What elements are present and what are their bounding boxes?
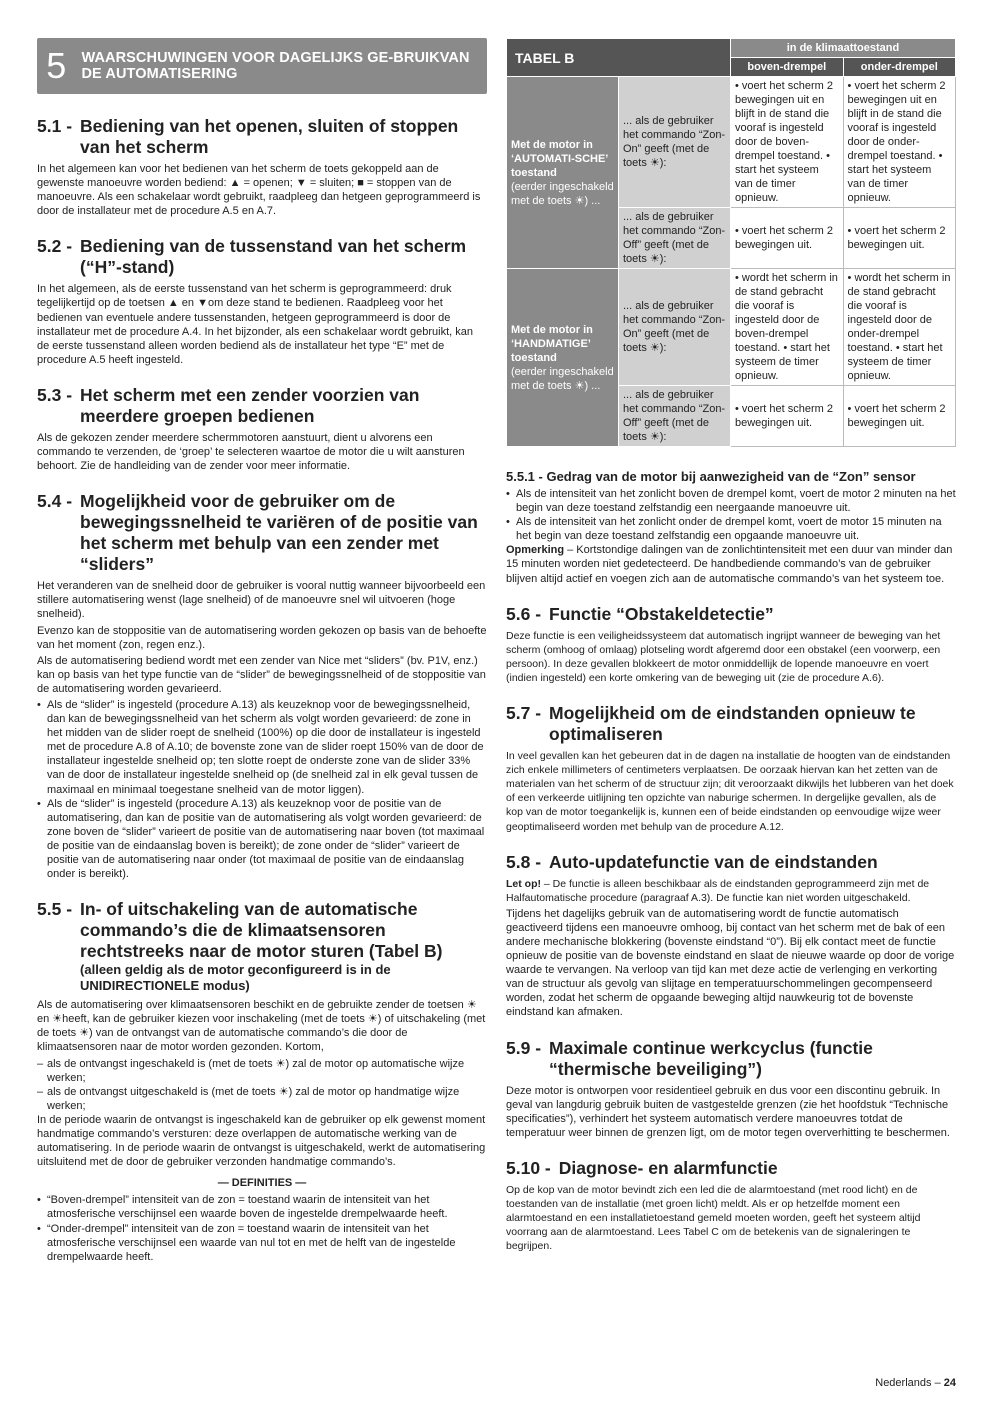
section-title: Bediening van het openen, sluiten of stoppen van het scherm — [80, 116, 459, 157]
list-item: • Als de “slider” is ingesteld (procedure A.13) als keuzeknop voor de bewegingssnelheid, dan kan de bewegingssnelheid van het scherm als volgt worden gevarieerd: de zone in het midden van de slider roept de snelheid (100%) op die door de installateur is ingesteld met de procedure A.8 of A.10; de bovenste zone van de slider roept 150% van de door de installateur ingestelde snelheid op; ten slotte roept de onderste zone van de slider 33% van de door de installateur ingestelde snelheid op (de snelheid zal in elk geval tussen de maximaal en minimaal toegestane snelheid van de motor liggen). — [37, 698, 487, 797]
section-5-10-heading — [506, 1158, 956, 1179]
table-row — [507, 77, 956, 208]
definitions-list — [37, 1193, 487, 1263]
section-number: 5.1 - — [37, 116, 73, 136]
row-subheader: (eerder ingeschakeld met de toets ☀) ... — [511, 365, 614, 392]
section-5-6-text: Deze functie is een veiligheidssysteem dat automatisch ingrijpt wanneer de beweging van het scherm (omhoog of omlaag) plotseling wordt afgeremd door een obstakel (een voorwerp, een persoon). In deze gevallen blokkeert de motor onmiddellijk de lopende manoeuvre en voert (indien ingesteld) een korte omkering van de beweging uit (zie de procedure A.6). — [506, 629, 941, 684]
section-5-5-dash-list — [37, 1057, 487, 1113]
section-5-5-1-note — [506, 543, 956, 585]
condition-cell: ... als de gebruiker het commando “Zon-Off” geeft (met de toets ☀): — [619, 386, 731, 447]
definition-item: • “Onder-drempel” intensiteit van de zon = toestand waarin de intensiteit van het atmosferische verschijnsel een waarde van nul tot en met de helft van de ingestelde drempelwaarde heeft. — [37, 1222, 487, 1264]
section-5-8-heading — [506, 852, 956, 873]
section-5-9-heading — [506, 1038, 956, 1080]
table-title: TABEL B — [507, 39, 731, 77]
row-header: Met de motor in ‘AUTOMATI-SCHE’ toestand — [511, 138, 608, 179]
section-5-4-text-2: Evenzo kan de stoppositie van de automatisering worden gekozen op basis van de behoefte van het moment (zon, regen enz.). — [37, 624, 487, 651]
column-header: onder-drempel — [843, 58, 955, 77]
section-5-1-text: In het algemeen kan voor het bedienen van het scherm de toets gekoppeld aan de gewenste manoeuvre worden bediend: ▲ = openen; ▼ = sluiten; ■ = stoppen van de manoeuvre. Als een schakelaar wordt gebruikt, raadpleeg dan hetgeen geprogrammeerd is door de installateur met de procedure A.5 en A.7. — [37, 163, 481, 218]
section-5-5-1-heading: 5.5.1 - Gedrag van de motor bij aanwezigheid van de “Zon” sensor — [506, 469, 916, 484]
right-column — [506, 38, 956, 1255]
table-cell: • voert het scherm 2 bewegingen uit. — [843, 386, 955, 447]
section-5-1-heading — [37, 116, 487, 158]
section-5-4-heading — [37, 491, 487, 575]
section-5-4-text-3: Als de automatisering bediend wordt met een zender van Nice met “sliders” (bv. P1V, enz.) kan op basis van het type functie van de “slider” de bewegingssnelheid of de stoppositie van de automatisering worden gevarieerd. — [37, 654, 486, 695]
section-5-8-note — [506, 877, 956, 905]
condition-cell: ... als de gebruiker het commando “Zon-On” geeft (met de toets ☀): — [619, 269, 731, 386]
column-header: boven-drempel — [731, 58, 844, 77]
section-5-5-heading — [37, 899, 487, 994]
section-5-2-heading — [37, 236, 487, 278]
page-footer — [875, 1377, 956, 1389]
section-title: Mogelijkheid om de eindstanden opnieuw te optimaliseren — [549, 703, 916, 745]
chapter-title: WAARSCHUWINGEN VOOR DAGELIJKS GE-BRUIKVAN DE AUTOMATISERING — [81, 50, 470, 82]
section-title: Auto-updatefunctie van de eindstanden — [549, 851, 878, 872]
table-cell: • wordt het scherm in de stand gebracht die vooraf is ingesteld door de boven-drempel toestand. • start het systeem de timer opnieuw. — [731, 269, 844, 386]
row-header: Met de motor in ‘HANDMATIGE’ toestand — [511, 323, 593, 364]
section-5-7-heading — [506, 703, 956, 745]
note-text: – Kortstondige dalingen van de zonlichtintensiteit met een duur van minder dan 15 minuten worden niet gedetecteerd. De handbediende commando’s van de gebruiker blijven altijd actief en voegen zich aan de automatische commando’s van het systeem toe. — [506, 544, 953, 585]
section-title: Diagnose- en alarmfunctie — [558, 1157, 778, 1178]
list-item: • Als de intensiteit van het zonlicht boven de drempel komt, voert de motor 2 minuten na het begin van deze toestand zelfstandig een neergaande manoeuvre uit. — [506, 487, 956, 515]
section-title: Mogelijkheid voor de gebruiker om de bewegingssnelheid te variëren of de positie van het scherm met behulp van een zender met “sliders” — [80, 491, 478, 575]
section-number: 5.9 - — [506, 1037, 542, 1058]
section-5-8-text: Tijdens het dagelijks gebruik van de automatisering wordt de functie automatisch geactiveerd tijdens een manoeuvre omhoog, bij contact van het scherm met de bak of een andere mechanische blokkering (bovenste eindstand “0”). Bij elk contact meet de functie opnieuw de positie van de bovenste eindstand en slaat de nieuwe waarde op door de vorige waarde te vervangen. Na verloop van tijd kan met deze actie de verlenging en verkorting van de structuur als gevolg van slijtage en temperatuurschommelingen gecompenseerd worden, zodat het scherm de opgaande beweging altijd nauwkeurig tot de bovenste eindstand kan afmaken. — [506, 907, 955, 1019]
definition-item: • “Boven-drempel” intensiteit van de zon = toestand waarin de intensiteit van het atmosferische verschijnsel een waarde boven de ingestelde drempelwaarde heeft. — [37, 1193, 487, 1221]
table-group-header: in de klimaattoestand — [731, 39, 956, 58]
section-number: 5.5 - — [37, 899, 73, 920]
list-item: – als de ontvangst ingeschakeld is (met de toets ☀) zal de motor op automatische wijze werken; — [37, 1057, 487, 1085]
section-number: 5.10 - — [506, 1157, 551, 1178]
section-5-10-text: Op de kop van de motor bevindt zich een led die de alarmtoestand (met rood licht) en de toestanden van de installatie (met groen licht) meldt. Als er op hetzelfde moment een alarmtoestand en een installatietoestand gemeld moeten worden, geeft het systeem altijd voorrang aan de alarmtoestand. Lees Tabel C om de betekenis van de signaleringen te begrijpen. — [506, 1183, 921, 1253]
table-cell: • voert het scherm 2 bewegingen uit en blijft in de stand die vooraf is ingesteld door de onder-drempel toestand. • start het systeem van de timer opnieuw. — [843, 77, 955, 208]
table-cell: • voert het scherm 2 bewegingen uit. — [731, 386, 844, 447]
note-text: – De functie is alleen beschikbaar als de eindstanden geprogrammeerd zijn met de Halfautomatische procedure (paragraaf A.3). De functie kan niet worden uitgeschakeld. — [506, 877, 930, 904]
section-5-9-text: Deze motor is ontworpen voor residentieel gebruik en dus voor een discontinu gebruik. In geval van langdurig gebruik buiten de vastgestelde grenzen (zie het hoofdstuk “Technische specificaties”), verhindert het systeem automatisch verdere manoeuvres totdat de temperatuur weer binnen de grenzen ligt, om de motor tegen oververhitting te beschermen. — [506, 1084, 950, 1139]
table-cell: • voert het scherm 2 bewegingen uit en blijft in de stand die vooraf is ingesteld door de boven-drempel toestand. • start het systeem van de timer opnieuw. — [731, 77, 844, 208]
list-item: – als de ontvangst uitgeschakeld is (met de toets ☀) zal de motor op handmatige wijze werken; — [37, 1085, 487, 1113]
section-5-5-1-bullets — [506, 487, 956, 543]
section-title: In- of uitschakeling van de automatische commando’s die de klimaatsensoren rechtstreeks naar de motor sturen (Tabel B) — [80, 899, 443, 962]
left-column — [37, 38, 487, 1264]
section-5-3-heading — [37, 385, 487, 427]
condition-cell: ... als de gebruiker het commando “Zon-Off” geeft (met de toets ☀): — [619, 208, 731, 269]
chapter-number: 5 — [46, 45, 67, 86]
table-row — [507, 269, 956, 386]
chapter-header — [37, 38, 487, 94]
section-title: Functie “Obstakeldetectie” — [549, 603, 774, 624]
section-5-4-bullets — [37, 698, 487, 881]
note-label: Opmerking — [506, 544, 565, 557]
footer-language: Nederlands – — [875, 1377, 941, 1389]
note-label: Let op! — [506, 877, 541, 890]
section-5-3-text: Als de gekozen zender meerdere schermmotoren aanstuurt, dient u alvorens een commando te verzenden, de ‘groep’ te selecteren waartoe de motor die u wilt aansturen behoort. Zie de handleiding van de zender voor meer informatie. — [37, 431, 465, 473]
section-title: Bediening van de tussenstand van het scherm (“H”-stand) — [80, 236, 467, 278]
list-item: • Als de intensiteit van het zonlicht onder de drempel komt, voert de motor 15 minuten na het begin van deze toestand zelfstandig een opgaande manoeuvre uit. — [506, 515, 956, 543]
page-number: 24 — [943, 1377, 956, 1389]
table-b — [506, 38, 956, 447]
section-number: 5.2 - — [37, 236, 73, 257]
section-number: 5.6 - — [506, 603, 542, 624]
definitions-heading: — DEFINITIES — — [217, 1177, 307, 1190]
list-item: • Als de “slider” is ingesteld (procedure A.13) als keuzeknop voor de positie van de automatisering, dan kan de positie van de automatisering als volgt worden gevarieerd: de zone boven de “slider” varieert de positie van de automatisering naar boven (tot maximaal de positie van de eindaanslag boven is bereikt); de zone onder de “slider” varieert de positie van de automatisering naar onder (tot maximaal de positie van de eindaanslag onder is bereikt). — [37, 797, 487, 882]
section-title: Het scherm met een zender voorzien van meerdere groepen bedienen — [80, 384, 420, 426]
section-number: 5.8 - — [506, 851, 542, 872]
section-5-6-heading — [506, 604, 956, 625]
table-cell: • voert het scherm 2 bewegingen uit. — [843, 208, 955, 269]
row-subheader: (eerder ingeschakeld met de toets ☀) ... — [511, 180, 614, 207]
section-5-2-text: In het algemeen, als de eerste tussenstand van het scherm is geprogrammeerd: druk tegelijkertijd op de toetsen ▲ en ▼om deze stand te bedienen. Raadpleeg voor het bedienen van eventuele andere tussenstanden, hetgeen geprogrammeerd is door de installateur met de procedure A.4. In het bijzonder, als een schakelaar wordt gebruikt, kan de eerste tussenstand alleen worden bediend als de installateur het type “E” met de procedure A.5 heeft ingesteld. — [37, 283, 473, 366]
condition-cell: ... als de gebruiker het commando “Zon-On” geeft (met de toets ☀): — [619, 77, 731, 208]
table-cell: • wordt het scherm in de stand gebracht die vooraf is ingesteld door de onder-drempel toestand. • start het systeem de timer opnieuw. — [843, 269, 955, 386]
section-5-4-text-1: Het veranderen van de snelheid door de gebruiker is vooral nuttig wanneer bijvoorbeeld een stillere automatisering wenst (lage snelheid) of de manoeuvre snel wil uitvoeren (hoge snelheid). — [37, 580, 486, 621]
section-title: Maximale continue werkcyclus (functie “thermische beveiliging”) — [549, 1037, 873, 1079]
section-number: 5.3 - — [37, 384, 73, 405]
section-5-5-text-2: In de periode waarin de ontvangst is ingeschakeld kan de gebruiker op elk gewenst moment handmatige commando’s versturen: deze overlappen de automatische werking van de automatisering. In de periode waarin de ontvangst is uitgeschakeld, werkt de automatisering uitsluitend met de door de gebruiker verzonden handmatige commando’s. — [37, 1113, 486, 1169]
table-cell: • voert het scherm 2 bewegingen uit. — [731, 208, 844, 269]
section-5-7-text: In veel gevallen kan het gebeuren dat in de dagen na installatie de hoogten van de eindstanden zich enkele millimeters of centimeters verplaatsen. De oorzaak hiervan kan het zetten van de materialen van het scherm of de structuur zijn; dit veroorzaakt dikwijls het lubberen van het doek of een verkeerde uitlijning ten opzichte van naburige schermen. In dergelijke gevallen, als de kop van de motor toegankelijk is, kunnen een of beide eindstanden op eenvoudige wijze weer geoptimaliseerd worden met behulp van de procedure A.12. — [506, 750, 954, 833]
section-number: 5.4 - — [37, 491, 73, 512]
section-subtitle: (alleen geldig als de motor geconfigureerd is in de UNIDIRECTIONELE modus) — [80, 962, 391, 994]
section-5-5-text-1: Als de automatisering over klimaatsensoren beschikt en de gebruikte zender de toetsen ☀ en ☀heeft, kan de gebruiker kiezen voor inschakeling (met de toets ☀) of uitschakeling (met de toets ☀) van de ontvangst van de automatische commando’s die door de klimaatsensoren naar de motor worden gezonden. Kortom, — [37, 999, 486, 1054]
section-number: 5.7 - — [506, 703, 542, 724]
